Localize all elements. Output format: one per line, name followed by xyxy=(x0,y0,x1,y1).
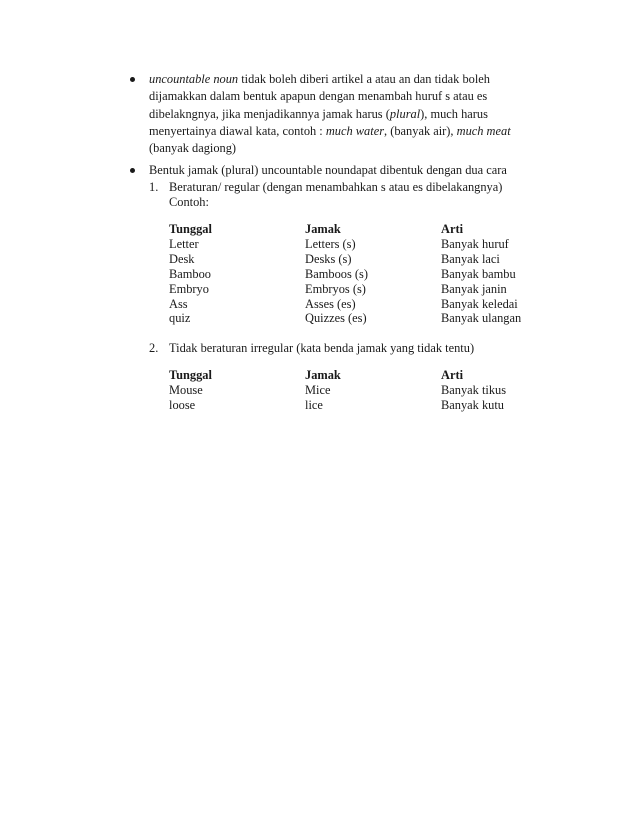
cell-jamak: Desks (s) xyxy=(305,251,352,266)
list-number: 2. xyxy=(149,341,159,355)
table-row xyxy=(169,252,571,267)
cell-arti: Banyak tikus xyxy=(441,382,507,397)
cell-arti: Banyak huruf xyxy=(441,236,509,251)
table-row xyxy=(169,267,571,282)
bullet-paragraph-uncountable xyxy=(149,71,563,157)
list-item-regular xyxy=(149,180,569,195)
term-plural: plural xyxy=(389,106,421,121)
cell-tunggal: Mouse xyxy=(169,382,203,397)
header-tunggal: Tunggal xyxy=(169,222,212,236)
line-text: (banyak dagiong) xyxy=(149,141,237,156)
line-text: , (banyak air), xyxy=(384,123,457,138)
header-arti: Arti xyxy=(441,222,464,236)
line-text: dibelakngnya, jika menjadikannya jamak harus ( xyxy=(149,106,390,121)
irregular-plural-table xyxy=(169,368,571,413)
list-number: 1. xyxy=(149,180,159,194)
cell-tunggal: Letter xyxy=(169,236,199,251)
cell-jamak: Bamboos (s) xyxy=(305,266,368,281)
cell-arti: Banyak bambu xyxy=(441,266,516,281)
cell-jamak: Mice xyxy=(305,382,331,397)
cell-arti: Banyak keledai xyxy=(441,296,518,311)
contoh-label: Contoh: xyxy=(169,195,209,209)
cell-tunggal: Desk xyxy=(169,251,195,266)
table-row xyxy=(169,297,571,312)
cell-arti: Banyak janin xyxy=(441,281,507,296)
cell-jamak: Asses (es) xyxy=(305,296,356,311)
paragraph-line xyxy=(149,123,563,140)
table-row xyxy=(169,383,571,398)
header-tunggal: Tunggal xyxy=(169,368,212,382)
cell-jamak: lice xyxy=(305,397,323,412)
header-jamak: Jamak xyxy=(305,222,341,236)
cell-tunggal: Ass xyxy=(169,296,188,311)
line-text: menyertainya diawal kata, contoh : xyxy=(149,123,326,138)
paragraph-line xyxy=(149,88,563,105)
line-text: tidak boleh diberi artikel a atau an dan tidak boleh xyxy=(238,72,490,86)
cell-tunggal: Bamboo xyxy=(169,266,211,281)
cell-jamak: Embryos (s) xyxy=(305,281,366,296)
header-jamak: Jamak xyxy=(305,368,341,382)
paragraph-line xyxy=(149,71,563,88)
list-text: Beraturan/ regular (dengan menambahkan s atau es dibelakangnya) xyxy=(169,180,503,194)
cell-jamak: Quizzes (es) xyxy=(305,311,367,326)
table-row xyxy=(169,311,571,326)
regular-plural-table xyxy=(169,222,571,326)
header-arti: Arti xyxy=(441,368,464,382)
example-much-water: much water xyxy=(325,123,385,138)
bullet-paragraph-plural-forms xyxy=(149,162,579,179)
paragraph-line xyxy=(149,140,563,157)
cell-tunggal: quiz xyxy=(169,311,191,326)
cell-tunggal: Embryo xyxy=(169,281,209,296)
cell-arti: Banyak laci xyxy=(441,251,500,266)
term-uncountable-noun: uncountable noun xyxy=(149,72,239,86)
table-row xyxy=(169,398,571,413)
line-text: ), much harus xyxy=(420,106,488,121)
table-header-row xyxy=(169,368,571,383)
list-text: Tidak beraturan irregular (kata benda jamak yang tidak tentu) xyxy=(169,341,475,355)
example-much-meat: much meat xyxy=(456,123,511,138)
bullet-icon xyxy=(130,77,135,82)
bullet-intro: Bentuk jamak (plural) uncountable noundapat dibentuk dengan dua cara xyxy=(149,163,507,177)
cell-arti: Banyak kutu xyxy=(441,397,504,412)
list-item-irregular xyxy=(149,341,569,356)
cell-tunggal: loose xyxy=(169,397,196,412)
table-header-row xyxy=(169,222,571,237)
table-row xyxy=(169,237,571,252)
line-text: dijamakkan dalam bentuk apapun dengan menambah huruf s atau es xyxy=(149,89,488,104)
table-row xyxy=(169,282,571,297)
cell-arti: Banyak ulangan xyxy=(441,311,522,326)
paragraph-line xyxy=(149,106,563,123)
cell-jamak: Letters (s) xyxy=(305,236,356,251)
bullet-icon xyxy=(130,168,135,173)
